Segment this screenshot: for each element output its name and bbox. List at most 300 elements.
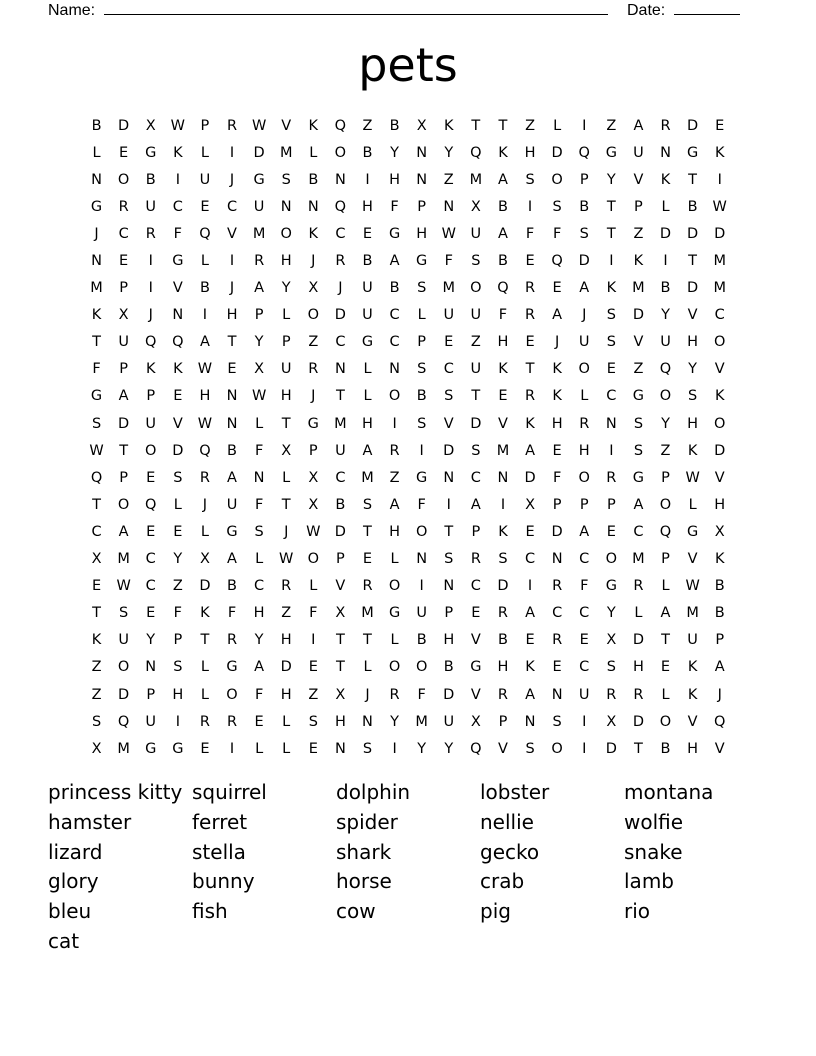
grid-cell: S bbox=[471, 253, 481, 270]
grid-cell: C bbox=[389, 307, 400, 324]
grid-cell: K bbox=[552, 361, 562, 378]
grid-cell: R bbox=[308, 361, 319, 378]
grid-cell: J bbox=[365, 686, 370, 703]
grid-cell: E bbox=[119, 253, 129, 270]
grid-cell: W bbox=[197, 415, 213, 432]
grid-cell: U bbox=[226, 496, 238, 513]
grid-cell: B bbox=[389, 280, 400, 297]
grid-cell: M bbox=[713, 280, 726, 297]
grid-cell: G bbox=[632, 469, 645, 486]
grid-cell: O bbox=[280, 225, 292, 242]
grid-cell: M bbox=[361, 605, 374, 622]
grid-cell: V bbox=[633, 334, 644, 351]
grid-cell: W bbox=[306, 523, 321, 540]
grid-cell: E bbox=[525, 632, 535, 649]
grid-cell: V bbox=[497, 415, 508, 432]
grid-cell: Q bbox=[470, 740, 482, 757]
grid-cell: F bbox=[552, 225, 562, 242]
grid-cell: R bbox=[362, 578, 373, 595]
grid-cell: M bbox=[334, 415, 347, 432]
grid-cell: E bbox=[525, 334, 535, 351]
grid-cell: K bbox=[633, 253, 644, 270]
grid-cell: G bbox=[416, 469, 428, 486]
grid-cell: Z bbox=[389, 469, 400, 486]
word-list-item: princess kitty bbox=[48, 780, 183, 804]
grid-cell: S bbox=[444, 551, 454, 568]
grid-cell: L bbox=[688, 496, 697, 513]
grid-cell: I bbox=[365, 171, 370, 188]
grid-cell: B bbox=[714, 605, 725, 622]
grid-cell: T bbox=[633, 740, 643, 757]
grid-cell: H bbox=[280, 388, 292, 405]
grid-cell: N bbox=[443, 469, 455, 486]
grid-cell: E bbox=[308, 740, 318, 757]
grid-cell: B bbox=[91, 117, 102, 134]
grid-cell: D bbox=[578, 253, 590, 270]
grid-cell: E bbox=[308, 659, 318, 676]
grid-cell: D bbox=[714, 225, 726, 242]
grid-cell: T bbox=[200, 632, 210, 649]
grid-cell: Y bbox=[444, 144, 454, 161]
grid-cell: P bbox=[471, 523, 481, 540]
grid-cell: I bbox=[175, 171, 180, 188]
grid-cell: K bbox=[687, 686, 698, 703]
grid-cell: C bbox=[552, 605, 563, 622]
grid-cell: U bbox=[335, 442, 346, 459]
grid-cell: T bbox=[525, 361, 535, 378]
grid-cell: M bbox=[252, 225, 266, 242]
name-field[interactable] bbox=[48, 0, 608, 20]
grid-cell: F bbox=[227, 605, 237, 622]
grid-cell: H bbox=[280, 253, 292, 270]
grid-cell: W bbox=[251, 117, 267, 134]
grid-cell: A bbox=[525, 605, 535, 622]
name-line[interactable] bbox=[104, 0, 608, 15]
grid-cell: L bbox=[363, 659, 372, 676]
grid-cell: C bbox=[226, 198, 238, 215]
grid-cell: N bbox=[605, 415, 617, 432]
grid-cell: S bbox=[173, 469, 183, 486]
grid-cell: E bbox=[146, 523, 156, 540]
grid-cell: I bbox=[609, 442, 614, 459]
grid-cell: M bbox=[117, 551, 130, 568]
grid-cell: U bbox=[362, 280, 373, 297]
grid-cell: S bbox=[525, 171, 535, 188]
grid-cell: S bbox=[606, 307, 616, 324]
grid-cell: A bbox=[362, 442, 373, 459]
grid-cell: G bbox=[226, 523, 238, 540]
grid-cell: Q bbox=[334, 198, 347, 215]
grid-cell: X bbox=[308, 469, 319, 486]
grid-cell: L bbox=[255, 415, 264, 432]
grid-cell: J bbox=[229, 280, 235, 297]
grid-cell: S bbox=[633, 415, 644, 432]
grid-cell: Y bbox=[661, 415, 670, 432]
grid-cell: T bbox=[498, 117, 508, 134]
grid-cell: K bbox=[552, 388, 562, 405]
grid-cell: K bbox=[714, 388, 725, 405]
grid-cell: E bbox=[200, 198, 210, 215]
grid-cell: G bbox=[145, 740, 157, 757]
grid-cell: O bbox=[713, 334, 726, 351]
grid-cell: R bbox=[525, 388, 536, 405]
grid-cell: O bbox=[659, 713, 672, 730]
grid-cell: O bbox=[145, 442, 157, 459]
grid-cell: M bbox=[496, 442, 510, 459]
grid-cell: E bbox=[606, 361, 616, 378]
grid-cell: P bbox=[254, 307, 264, 324]
grid-cell: V bbox=[714, 469, 725, 486]
grid-cell: T bbox=[688, 171, 698, 188]
grid-cell: R bbox=[199, 713, 210, 730]
grid-cell: B bbox=[714, 578, 725, 595]
grid-cell: R bbox=[389, 442, 400, 459]
grid-cell: L bbox=[309, 578, 318, 595]
grid-cell: B bbox=[443, 659, 454, 676]
grid-cell: T bbox=[335, 388, 345, 405]
grid-cell: T bbox=[92, 334, 101, 351]
grid-cell: P bbox=[661, 469, 670, 486]
grid-cell: V bbox=[470, 686, 481, 703]
grid-cell: M bbox=[713, 253, 726, 270]
grid-cell: E bbox=[525, 253, 535, 270]
grid-cell: L bbox=[553, 117, 562, 134]
grid-cell: P bbox=[119, 361, 129, 378]
grid-cell: W bbox=[251, 388, 267, 405]
grid-cell: O bbox=[307, 551, 319, 568]
grid-cell: Y bbox=[281, 280, 291, 297]
grid-cell: N bbox=[551, 686, 563, 703]
grid-cell: C bbox=[91, 523, 102, 540]
grid-cell: H bbox=[280, 686, 292, 703]
grid-cell: J bbox=[555, 334, 560, 351]
grid-cell: K bbox=[660, 171, 671, 188]
grid-cell: H bbox=[226, 307, 238, 324]
word-list-item: glory bbox=[48, 869, 99, 894]
grid-cell: B bbox=[416, 632, 427, 649]
word-list-item: crab bbox=[480, 869, 525, 894]
grid-cell: Y bbox=[688, 361, 698, 378]
grid-cell: L bbox=[255, 551, 264, 568]
grid-cell: L bbox=[282, 469, 291, 486]
grid-cell: R bbox=[579, 415, 590, 432]
grid-cell: S bbox=[91, 713, 102, 730]
grid-cell: K bbox=[606, 280, 617, 297]
grid-cell: C bbox=[254, 578, 265, 595]
grid-cell: P bbox=[417, 198, 427, 215]
grid-cell: U bbox=[253, 198, 265, 215]
grid-cell: K bbox=[308, 225, 319, 242]
grid-cell: R bbox=[552, 578, 563, 595]
grid-cell: E bbox=[552, 659, 562, 676]
grid-cell: D bbox=[172, 442, 184, 459]
grid-cell: D bbox=[551, 144, 563, 161]
grid-cell: T bbox=[606, 225, 616, 242]
grid-cell: Y bbox=[606, 605, 616, 622]
grid-cell: J bbox=[148, 307, 153, 324]
grid-cell: N bbox=[91, 253, 102, 270]
grid-cell: O bbox=[334, 144, 347, 161]
grid-cell: S bbox=[119, 605, 129, 622]
grid-cell: Y bbox=[417, 740, 427, 757]
grid-cell: E bbox=[579, 632, 589, 649]
grid-cell: H bbox=[687, 415, 699, 432]
grid-cell: L bbox=[173, 496, 182, 513]
grid-cell: K bbox=[444, 117, 454, 134]
grid-cell: L bbox=[363, 388, 372, 405]
grid-cell: L bbox=[417, 307, 426, 324]
grid-cell: J bbox=[311, 253, 316, 270]
grid-cell: Q bbox=[199, 225, 211, 242]
grid-cell: Q bbox=[713, 713, 726, 730]
date-field[interactable] bbox=[627, 0, 740, 20]
grid-cell: R bbox=[552, 632, 563, 649]
grid-cell: C bbox=[714, 307, 725, 324]
grid-cell: W bbox=[279, 551, 294, 568]
grid-cell: O bbox=[388, 659, 401, 676]
grid-cell: X bbox=[281, 442, 292, 459]
grid-cell: X bbox=[606, 632, 617, 649]
grid-cell: Q bbox=[659, 523, 672, 540]
grid-cell: L bbox=[255, 740, 264, 757]
grid-cell: Q bbox=[470, 144, 482, 161]
grid-cell: I bbox=[500, 496, 506, 513]
word-list-item: spider bbox=[336, 809, 398, 834]
grid-cell: O bbox=[551, 740, 563, 757]
grid-cell: Z bbox=[633, 361, 644, 378]
grid-cell: E bbox=[525, 523, 535, 540]
word-list-item: rio bbox=[624, 899, 651, 924]
grid-cell: L bbox=[661, 686, 670, 703]
grid-cell: L bbox=[390, 551, 399, 568]
grid-cell: T bbox=[335, 632, 345, 649]
grid-cell: O bbox=[388, 578, 401, 595]
grid-cell: B bbox=[335, 496, 346, 513]
page-title: pets bbox=[358, 38, 458, 92]
grid-cell: Y bbox=[254, 334, 264, 351]
grid-cell: Y bbox=[254, 632, 264, 649]
grid-cell: B bbox=[579, 198, 590, 215]
grid-cell: V bbox=[714, 740, 725, 757]
grid-cell: Q bbox=[199, 442, 211, 459]
grid-cell: L bbox=[580, 388, 589, 405]
grid-cell: N bbox=[226, 415, 238, 432]
grid-cell: I bbox=[446, 496, 451, 513]
grid-cell: S bbox=[362, 740, 373, 757]
grid-cell: I bbox=[229, 740, 235, 757]
grid-cell: H bbox=[687, 740, 699, 757]
grid-cell: E bbox=[471, 605, 481, 622]
grid-cell: Y bbox=[146, 632, 156, 649]
grid-cell: Q bbox=[117, 713, 130, 730]
grid-cell: H bbox=[172, 686, 184, 703]
grid-cell: J bbox=[311, 388, 316, 405]
grid-cell: G bbox=[686, 523, 699, 540]
grid-cell: T bbox=[227, 334, 237, 351]
grid-cell: H bbox=[632, 659, 644, 676]
grid-cell: M bbox=[442, 280, 456, 297]
grid-cell: U bbox=[416, 605, 427, 622]
grid-cell: D bbox=[605, 740, 617, 757]
grid-cell: Y bbox=[444, 740, 454, 757]
grid-cell: U bbox=[633, 144, 644, 161]
grid-cell: S bbox=[633, 442, 644, 459]
word-list-item: montana bbox=[624, 780, 714, 804]
grid-cell: K bbox=[687, 442, 698, 459]
grid-cell: X bbox=[91, 551, 102, 568]
grid-cell: K bbox=[200, 605, 210, 622]
grid-cell: S bbox=[254, 523, 264, 540]
grid-cell: U bbox=[280, 361, 292, 378]
grid-cell: L bbox=[92, 144, 101, 161]
grid-cell: R bbox=[606, 469, 617, 486]
grid-cell: I bbox=[148, 280, 153, 297]
grid-cell: B bbox=[362, 144, 373, 161]
grid-cell: A bbox=[633, 117, 644, 134]
grid-cell: L bbox=[200, 523, 209, 540]
grid-cell: N bbox=[443, 578, 455, 595]
word-list-item: cat bbox=[48, 928, 80, 953]
grid-cell: L bbox=[390, 632, 399, 649]
grid-cell: R bbox=[497, 686, 508, 703]
grid-cell: H bbox=[389, 171, 401, 188]
grid-cell: N bbox=[416, 551, 428, 568]
grid-cell: T bbox=[281, 415, 291, 432]
grid-cell: Q bbox=[497, 280, 509, 297]
grid-cell: N bbox=[416, 171, 428, 188]
grid-cell: F bbox=[552, 469, 562, 486]
grid-cell: S bbox=[362, 496, 373, 513]
grid-cell: L bbox=[309, 144, 318, 161]
grid-cell: W bbox=[441, 225, 456, 242]
grid-cell: B bbox=[227, 442, 237, 459]
grid-cell: I bbox=[419, 442, 424, 459]
grid-cell: T bbox=[281, 496, 291, 513]
grid-cell: S bbox=[417, 361, 427, 378]
grid-cell: X bbox=[470, 713, 481, 730]
grid-cell: Z bbox=[606, 117, 617, 134]
grid-cell: Q bbox=[145, 334, 157, 351]
grid-cell: R bbox=[525, 307, 536, 324]
grid-cell: X bbox=[606, 713, 617, 730]
grid-cell: B bbox=[227, 578, 237, 595]
grid-cell: V bbox=[470, 632, 481, 649]
grid-cell: A bbox=[227, 469, 237, 486]
grid-cell: U bbox=[362, 307, 373, 324]
grid-cell: M bbox=[279, 144, 293, 161]
grid-cell: U bbox=[145, 713, 157, 730]
grid-cell: E bbox=[254, 713, 264, 730]
grid-cell: D bbox=[659, 225, 672, 242]
grid-cell: V bbox=[687, 307, 698, 324]
date-line[interactable] bbox=[674, 0, 740, 15]
grid-cell: F bbox=[390, 198, 399, 215]
grid-cell: K bbox=[498, 144, 508, 161]
grid-cell: R bbox=[226, 713, 238, 730]
grid-cell: S bbox=[606, 334, 616, 351]
grid-cell: T bbox=[335, 659, 345, 676]
grid-cell: P bbox=[498, 713, 508, 730]
grid-cell: E bbox=[227, 361, 237, 378]
grid-cell: D bbox=[524, 469, 536, 486]
grid-cell: D bbox=[334, 307, 346, 324]
grid-cell: H bbox=[280, 632, 292, 649]
grid-cell: D bbox=[632, 307, 644, 324]
word-list-item: horse bbox=[336, 869, 392, 894]
grid-cell: D bbox=[253, 144, 265, 161]
grid-cell: V bbox=[172, 280, 183, 297]
grid-cell: A bbox=[525, 686, 535, 703]
grid-cell: U bbox=[118, 334, 129, 351]
grid-cell: Q bbox=[659, 361, 672, 378]
grid-cell: T bbox=[92, 605, 101, 622]
grid-cell: G bbox=[388, 225, 401, 242]
grid-cell: I bbox=[582, 117, 587, 134]
grid-cell: T bbox=[444, 523, 454, 540]
grid-cell: G bbox=[307, 415, 319, 432]
grid-cell: U bbox=[443, 713, 455, 730]
grid-cell: Z bbox=[308, 686, 319, 703]
grid-cell: K bbox=[498, 361, 508, 378]
word-list-item: lizard bbox=[48, 839, 103, 864]
grid-cell: B bbox=[497, 198, 508, 215]
grid-cell: A bbox=[227, 551, 237, 568]
grid-cell: P bbox=[417, 334, 427, 351]
grid-cell: F bbox=[92, 361, 101, 378]
grid-cell: A bbox=[254, 659, 265, 676]
grid-cell: V bbox=[443, 415, 454, 432]
grid-cell: U bbox=[118, 632, 129, 649]
word-list-item: shark bbox=[336, 839, 392, 864]
grid-cell: W bbox=[712, 198, 727, 215]
grid-cell: F bbox=[417, 496, 426, 513]
grid-cell: X bbox=[335, 605, 346, 622]
grid-cell: H bbox=[497, 334, 509, 351]
grid-cell: P bbox=[119, 280, 129, 297]
grid-cell: Q bbox=[334, 117, 347, 134]
grid-cell: Z bbox=[91, 686, 102, 703]
grid-cell: T bbox=[363, 632, 372, 649]
grid-cell: F bbox=[173, 225, 182, 242]
grid-cell: O bbox=[117, 496, 130, 513]
grid-cell: R bbox=[226, 117, 238, 134]
grid-cell: W bbox=[89, 442, 104, 459]
grid-cell: J bbox=[94, 225, 99, 242]
grid-cell: Z bbox=[281, 605, 292, 622]
grid-cell: S bbox=[91, 415, 102, 432]
grid-cell: B bbox=[389, 117, 400, 134]
grid-cell: S bbox=[498, 551, 508, 568]
grid-cell: E bbox=[498, 388, 508, 405]
grid-cell: J bbox=[202, 496, 208, 513]
grid-cell: E bbox=[91, 578, 102, 595]
grid-cell: C bbox=[579, 605, 590, 622]
grid-cell: G bbox=[90, 198, 103, 215]
grid-cell: A bbox=[660, 605, 671, 622]
word-list-item: ferret bbox=[192, 809, 248, 834]
grid-cell: D bbox=[551, 523, 563, 540]
grid-cell: P bbox=[173, 632, 183, 649]
grid-cell: V bbox=[281, 117, 292, 134]
grid-cell: F bbox=[580, 578, 589, 595]
grid-cell: Y bbox=[390, 144, 399, 161]
grid-cell: E bbox=[552, 280, 562, 297]
grid-cell: V bbox=[714, 361, 725, 378]
grid-cell: I bbox=[717, 171, 722, 188]
word-list-item: hamster bbox=[48, 809, 132, 834]
grid-cell: G bbox=[605, 144, 617, 161]
word-list-item: bleu bbox=[48, 899, 92, 924]
